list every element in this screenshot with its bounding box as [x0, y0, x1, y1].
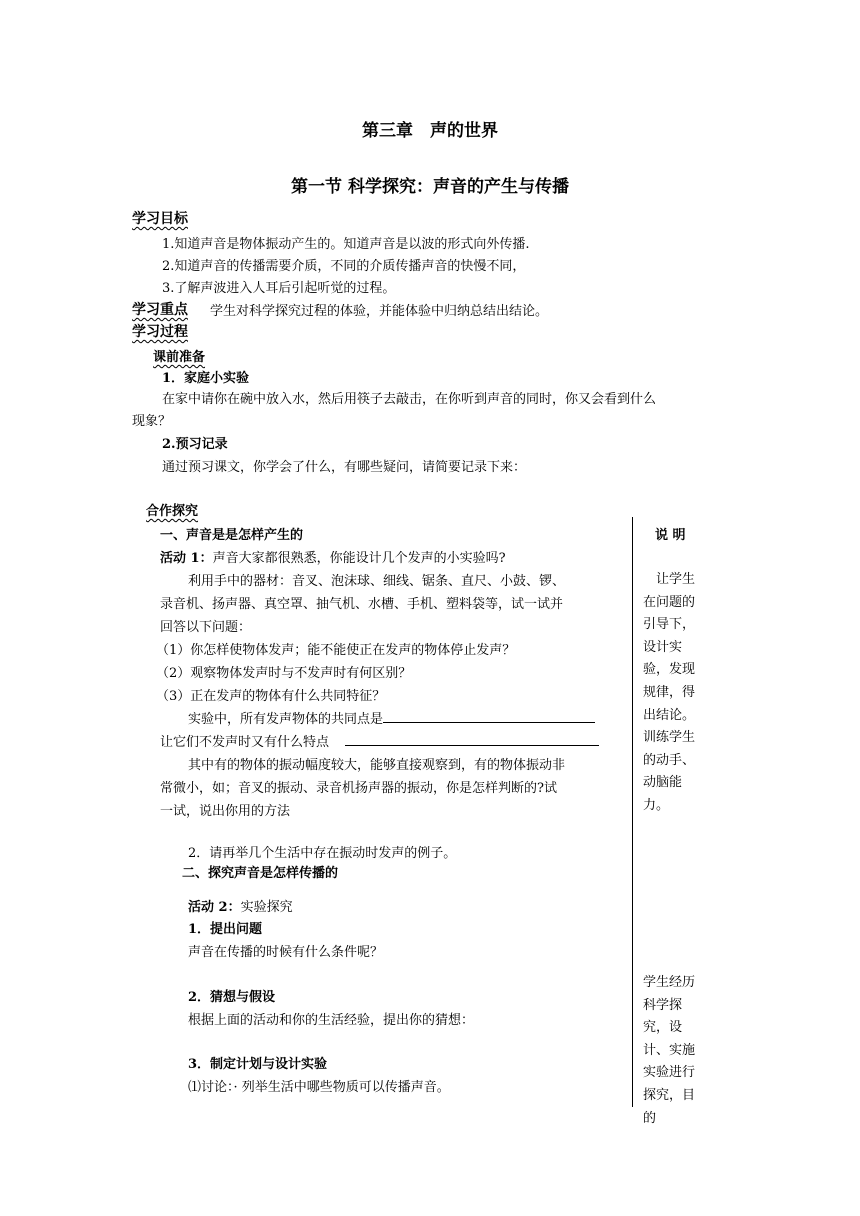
objective-item-2: 2.知道声音的传播需要介质，不同的介质传播声音的快慢不同， [162, 259, 526, 274]
para-line2: 常微小，如；音叉的振动、录音机扬声器的振动，你是怎样判断的?试 [160, 781, 557, 796]
prep-item2-text: 通过预习课文，你学会了什么，有哪些疑问，请简要记录下来： [162, 460, 527, 475]
fill-line-1-text: 实验中，所有发声物体的共同点是 [188, 712, 384, 727]
prep-item1-text-line1: 在家中请你在碗中放入水，然后用筷子去敲击，在你听到声音的同时，你又会看到什么 [162, 392, 657, 407]
materials-line3: 回答以下问题： [160, 620, 252, 635]
objectives-heading: 学习目标 [132, 211, 188, 227]
section-title: 第一节 科学探究：声音的产生与传播 [291, 177, 569, 197]
step1-title: 1．提出问题 [188, 922, 263, 937]
process-heading: 学习过程 [132, 324, 188, 340]
part2-title: 二、探究声音是怎样传播的 [182, 866, 339, 881]
column-divider [632, 517, 633, 1107]
prep-item1-text-line2: 现象？ [132, 414, 172, 429]
step3-title: 3．制定计划与设计实验 [188, 1057, 328, 1072]
para-line1: 其中有的物体的振动幅度较大，能够直接观察到，有的物体振动非 [188, 758, 566, 773]
step1-text: 声音在传播的时候有什么条件呢？ [188, 945, 384, 960]
step2-title: 2．猜想与假设 [188, 990, 276, 1005]
step2-text: 根据上面的活动和你的生活经验，提出你的猜想： [188, 1013, 475, 1028]
objective-item-3: 3.了解声波进入人耳后引起听觉的过程。 [162, 281, 396, 296]
focus-heading: 学习重点 [132, 302, 188, 318]
question-2: （2）观察物体发声时与不发声时有何区别？ [156, 666, 412, 681]
fill-line-2 [160, 731, 599, 750]
materials-line2: 录音机、扬声器、真空罩、抽气机、水槽、手机、塑料袋等，试一试并 [160, 597, 564, 612]
activity1-text: 声音大家都很熟悉，你能设计几个发声的小实验吗? [212, 551, 506, 566]
part1-title: 一、声音是是怎样产生的 [160, 528, 304, 543]
activity2-label: 活动 2： [188, 900, 241, 915]
prep-item1-title: 1．家庭小实验 [162, 371, 250, 386]
notes-header: 说 明 [655, 528, 686, 543]
activity2 [188, 896, 293, 915]
side-note-2: 学生经历科学探究，设计、实施实验进行探究，目的 [643, 975, 696, 1126]
question-3: （3）正在发声的物体有什么共同特征？ [156, 689, 386, 704]
prep-item2-title: 2.预习记录 [162, 437, 228, 452]
para-line3: 一试，说出你用的方法 [160, 804, 291, 819]
side-note-1: 让学生在问题的引导下，设计实验，发现规律，得出结论。训练学生的动手、动脑能力。 [643, 572, 696, 813]
answer-blank-1 [383, 710, 595, 723]
fill-line-2-text: 让它们不发声时又有什么特点 [160, 735, 330, 750]
objective-item-1: 1.知道声音是物体振动产生的。知道声音是以波的形式向外传播. [162, 237, 530, 252]
fill-line-1 [188, 708, 595, 727]
materials-line1: 利用手中的器材：音叉、泡沫球、细线、锯条、直尺、小鼓、锣、 [188, 574, 566, 589]
question-1: （1）你怎样使物体发声；能不能使正在发声的物体停止发声？ [156, 643, 516, 658]
coop-heading: 合作探究 [146, 504, 199, 519]
chapter-title: 第三章 声的世界 [362, 121, 498, 141]
part1-item2: 2．请再举几个生活中存在振动时发声的例子。 [188, 846, 457, 861]
activity1-label: 活动 1： [160, 551, 213, 566]
focus-text: 学生对科学探究过程的体验，并能体验中归纳总结出结论。 [210, 304, 549, 319]
activity1 [160, 547, 506, 566]
activity2-text: 实验探究 [240, 900, 293, 915]
answer-blank-2 [345, 733, 599, 746]
step3-text: ⑴讨论：· 列举生活中哪些物质可以传播声音。 [188, 1080, 450, 1095]
prep-heading: 课前准备 [153, 350, 206, 365]
